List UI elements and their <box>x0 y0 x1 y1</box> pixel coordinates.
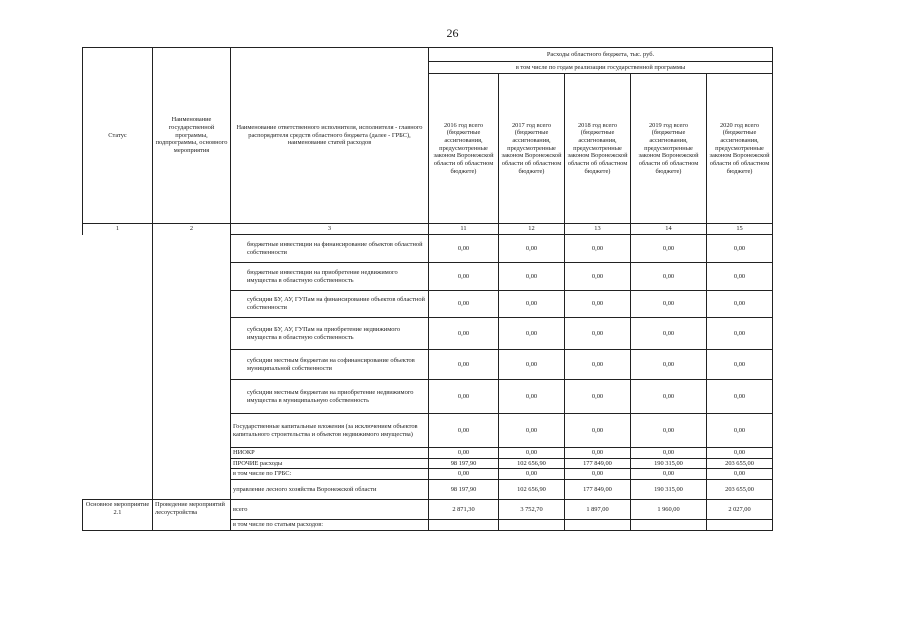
row-value: 102 656,90 <box>499 458 565 469</box>
row-value: 0,00 <box>429 414 499 448</box>
col-num: 14 <box>631 224 707 235</box>
measure-total-value: 2 027,00 <box>707 500 773 520</box>
row-label: субсидии местным бюджетам на софинансирование объектов муниципальной собственности <box>231 350 429 380</box>
row-value: 0,00 <box>429 235 499 263</box>
row-value: 0,00 <box>565 235 631 263</box>
row-value: 0,00 <box>565 469 631 480</box>
header-program-name: Наименование государственной программы, подпрограммы, основного мероприятия <box>153 48 231 224</box>
row-value: 0,00 <box>429 291 499 318</box>
row-value: 0,00 <box>631 469 707 480</box>
row-value: 0,00 <box>707 318 773 350</box>
row-value: 0,00 <box>707 469 773 480</box>
row-value: 0,00 <box>429 380 499 414</box>
row-value: 0,00 <box>707 380 773 414</box>
row-value: 98 197,90 <box>429 458 499 469</box>
col-num: 11 <box>429 224 499 235</box>
row-value: 177 849,00 <box>565 480 631 500</box>
row-value: 0,00 <box>631 380 707 414</box>
row-value: 0,00 <box>707 414 773 448</box>
row-label: управление лесного хозяйства Воронежской области <box>231 480 429 500</box>
row-value: 0,00 <box>499 318 565 350</box>
row-value: 0,00 <box>565 414 631 448</box>
row-value: 0,00 <box>429 318 499 350</box>
col-num: 15 <box>707 224 773 235</box>
measure-total-value: 1 897,00 <box>565 500 631 520</box>
row-label: субсидии БУ, АУ, ГУПам на приобретение недвижимого имущества в областную собственность <box>231 318 429 350</box>
row-label: субсидии местным бюджетам на приобретение недвижимого имущества в муниципальную собственность <box>231 380 429 414</box>
col-num: 3 <box>231 224 429 235</box>
row-value: 0,00 <box>565 350 631 380</box>
row-value: 0,00 <box>565 448 631 459</box>
row-label: ПРОЧИЕ расходы <box>231 458 429 469</box>
row-value: 0,00 <box>429 350 499 380</box>
row-value: 190 315,00 <box>631 480 707 500</box>
row-value: 0,00 <box>631 318 707 350</box>
row-value: 0,00 <box>499 380 565 414</box>
row-value: 0,00 <box>499 263 565 291</box>
measure-name: Проведение мероприятий лесоустройства <box>153 500 231 531</box>
row-value: 0,00 <box>565 291 631 318</box>
row-label: в том числе по ГРБС: <box>231 469 429 480</box>
row-value: 0,00 <box>707 263 773 291</box>
header-executor-name: Наименование ответственного исполнителя, исполнителя - главного распорядителя средств областного бюджета (далее - ГРБС), наименование статей расходов <box>231 48 429 224</box>
row-label: бюджетные инвестиции на приобретение недвижимого имущества в областную собственность <box>231 263 429 291</box>
measure-total-row <box>83 500 773 520</box>
measure-total-value: 1 960,00 <box>631 500 707 520</box>
header-year-2016: 2016 год всего (бюджетные ассигнования, предусмотренные законом Воронежской области об областном бюджете) <box>429 74 499 224</box>
row-value: 0,00 <box>429 448 499 459</box>
row-label: бюджетные инвестиции на финансирование объектов областной собственности <box>231 235 429 263</box>
measure-articles-label: в том числе по статьям расходов: <box>231 520 429 531</box>
measure-status: Основное мероприятие 2.1 <box>83 500 153 531</box>
row-value: 0,00 <box>631 414 707 448</box>
row-value: 0,00 <box>499 350 565 380</box>
header-year-2020: 2020 год всего (бюджетные ассигнования, предусмотренные законом Воронежской области об областном бюджете) <box>707 74 773 224</box>
row-value: 0,00 <box>499 469 565 480</box>
row-value: 190 315,00 <box>631 458 707 469</box>
row-value: 177 849,00 <box>565 458 631 469</box>
header-year-2017: 2017 год всего (бюджетные ассигнования, предусмотренные законом Воронежской области об областном бюджете) <box>499 74 565 224</box>
row-value: 0,00 <box>499 235 565 263</box>
row-value: 0,00 <box>707 291 773 318</box>
column-numbers-row <box>83 224 773 235</box>
row-label: субсидии БУ, АУ, ГУПам на финансирование объектов областной собственности <box>231 291 429 318</box>
row-value: 0,00 <box>631 263 707 291</box>
row-value: 0,00 <box>429 469 499 480</box>
budget-table <box>82 47 773 531</box>
row-label: Государственные капитальные вложения (за исключением объектов капитального строительства и объектов недвижимого имущества) <box>231 414 429 448</box>
row-label: НИОКР <box>231 448 429 459</box>
measure-total-label: всего <box>231 500 429 520</box>
row-value: 102 656,90 <box>499 480 565 500</box>
row-value: 0,00 <box>631 448 707 459</box>
measure-total-value: 3 752,70 <box>499 500 565 520</box>
measure-total-value: 2 871,30 <box>429 500 499 520</box>
header-by-years: в том числе по годам реализации государственной программы <box>429 62 773 74</box>
header-year-2019: 2019 год всего (бюджетные ассигнования, предусмотренные законом Воронежской области об областном бюджете) <box>631 74 707 224</box>
row-value: 203 655,00 <box>707 480 773 500</box>
row-value: 98 197,90 <box>429 480 499 500</box>
row-value: 0,00 <box>631 235 707 263</box>
row-value: 0,00 <box>565 380 631 414</box>
row-value: 0,00 <box>499 291 565 318</box>
col-num: 13 <box>565 224 631 235</box>
row-value: 0,00 <box>707 350 773 380</box>
header-status: Статус <box>83 48 153 224</box>
row-value: 0,00 <box>565 263 631 291</box>
col-num: 2 <box>153 224 231 235</box>
row-value: 203 655,00 <box>707 458 773 469</box>
row-value: 0,00 <box>499 414 565 448</box>
row-value: 0,00 <box>707 235 773 263</box>
col-num: 1 <box>83 224 153 235</box>
col-num: 12 <box>499 224 565 235</box>
header-year-2018: 2018 год всего (бюджетные ассигнования, предусмотренные законом Воронежской области об областном бюджете) <box>565 74 631 224</box>
table-row <box>83 235 773 263</box>
row-value: 0,00 <box>631 350 707 380</box>
row-value: 0,00 <box>429 263 499 291</box>
page-number: 26 <box>446 26 459 40</box>
row-value: 0,00 <box>631 291 707 318</box>
header-expenses-title: Расходы областного бюджета, тыс. руб. <box>429 48 773 62</box>
row-value: 0,00 <box>565 318 631 350</box>
row-value: 0,00 <box>499 448 565 459</box>
row-value: 0,00 <box>707 448 773 459</box>
